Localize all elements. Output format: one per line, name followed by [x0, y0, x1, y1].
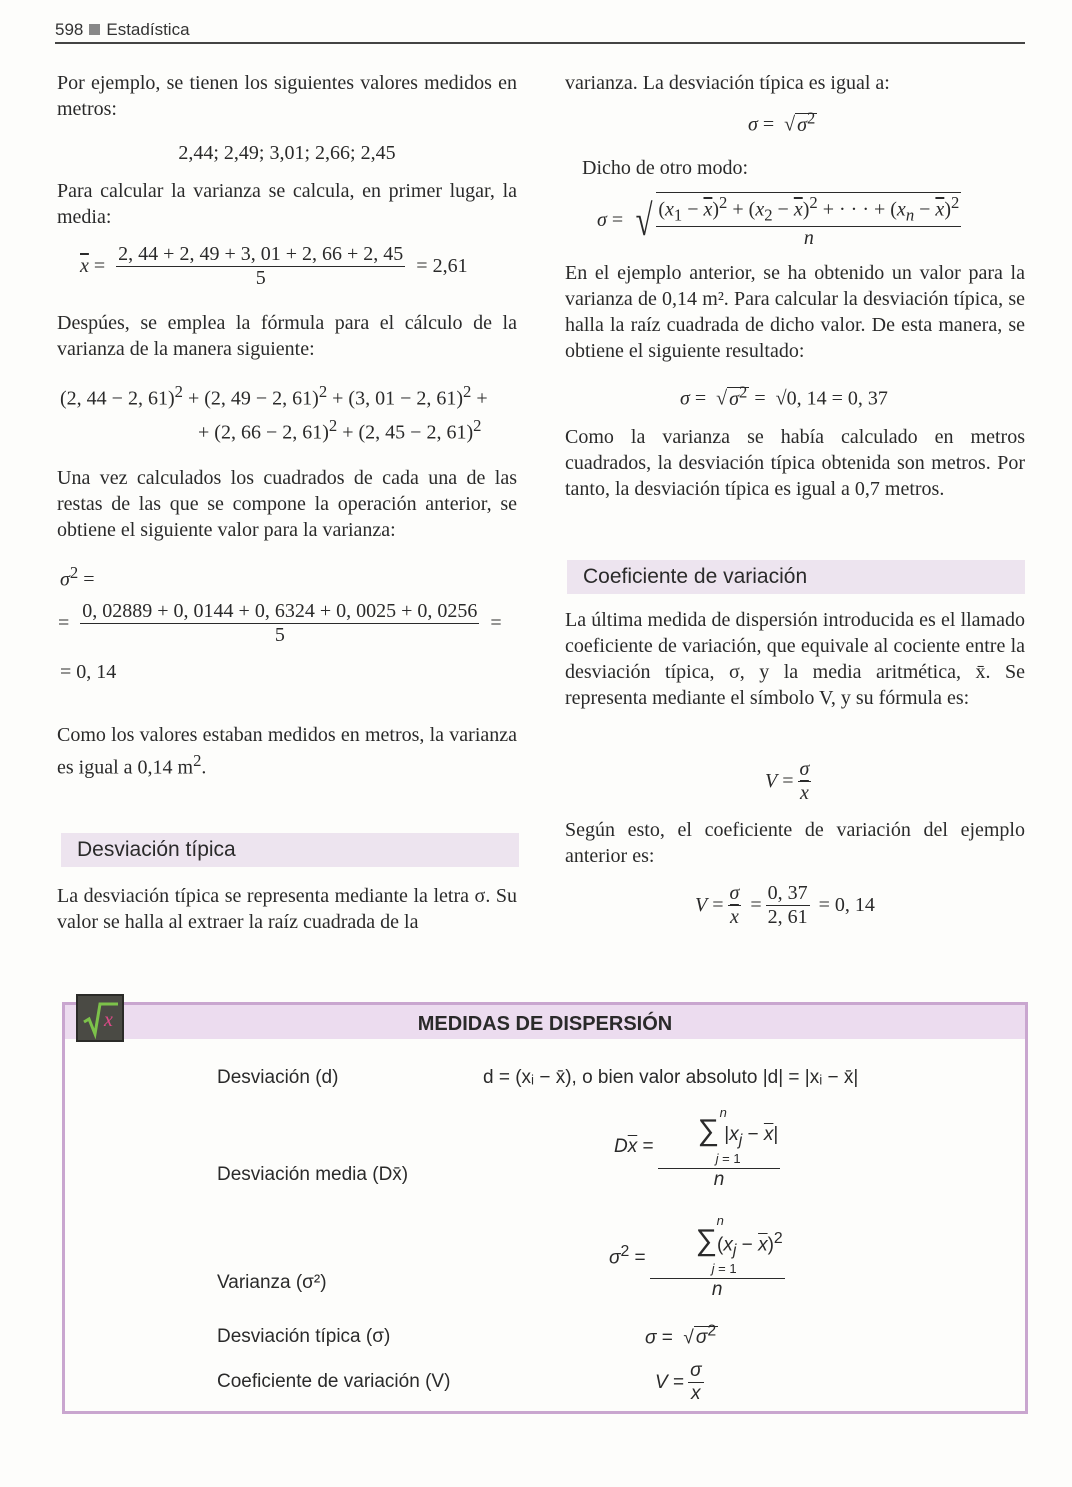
row3-label: Varianza (σ²)	[217, 1272, 327, 1293]
square-icon	[89, 24, 100, 35]
cv-example-formula: V = $\frac{\sigma}{x}$ = $\frac{0, 37}{2, 61}$ = 0, 14	[695, 882, 875, 928]
page-number: 598	[55, 20, 84, 39]
paragraph: La desviación típica se representa mediante la letra σ. Su valor se halla al extraer la raíz cuadrada de la	[57, 885, 517, 933]
paragraph: Según esto, el coeficiente de variación del ejemplo anterior es:	[565, 819, 1025, 867]
header-rule	[55, 42, 1025, 44]
summary-box	[62, 1002, 1028, 1414]
std-formula: σ = √ $\sigma^2$	[748, 108, 816, 136]
paragraph: Como la varianza se había calculado en metros cuadrados, la desviación típica obtenida son metros. Por tanto, la desviación típica es igual a 0,7 metros.	[565, 426, 1025, 500]
section-heading-cv: Coeficiente de variación	[567, 560, 1025, 594]
paragraph: En el ejemplo anterior, se ha obtenido un valor para la varianza de 0,14 m². Para calcular la desviación típica, se halla la raíz cuadrada de dicho valor. De esta manera, se obtiene el siguiente resultado:	[565, 262, 1025, 362]
variance-result: = 0, 14	[60, 661, 117, 683]
std-result: σ = √ $\sigma^2 = √0$, 14 = 0, 37	[680, 382, 888, 410]
std-expanded-formula: σ = √ $\frac{(x_1 - \overline{x})^2 + (x_2 - \overline{x})^2 + \cdot \cdot \cdot + (x_n - \overline{x})^2}{n}$	[597, 193, 960, 249]
row1-formula: d = (xᵢ − x̄), o bien valor absoluto |d| = |xᵢ − x̄|	[483, 1067, 859, 1088]
row1-label: Desviación (d)	[217, 1067, 339, 1088]
row2-label: Desviación media (Dx̄)	[217, 1164, 409, 1185]
row2-formula: $D\overline{x}$ = n ∑ $|x_j - \overline{x}|$ j = 1 n	[614, 1105, 779, 1190]
row4-formula: σ = √ $\sigma^2$	[645, 1323, 717, 1349]
row3-formula: $\sigma^2$ = n $\sum(x_j - \overline{x})^2$ j = 1 n	[609, 1213, 783, 1301]
paragraph: Para calcular la varianza se calcula, en primer lugar, la media:	[57, 180, 517, 228]
cv-formula: V = $\frac{\sigma}{x}$	[765, 758, 810, 804]
squares-line-1: (2, 44 − 2, 61)$^2$ + (2, 49 − 2, 61)$^2$ + (3, 01 − 2, 61)$^2$ +	[60, 382, 488, 410]
paragraph: varianza. La desviación típica es igual a:	[565, 72, 890, 94]
paragraph: Dicho de otro modo:	[582, 157, 749, 179]
variance-denominator: 5	[274, 624, 285, 646]
paragraph: Despúes, se emplea la fórmula para el cálculo de la varianza de la manera siguiente:	[57, 312, 517, 360]
values-list: 2,44; 2,49; 3,01; 2,66; 2,45	[178, 142, 396, 164]
row4-label: Desviación típica (σ)	[217, 1326, 391, 1347]
squares-line-2: + (2, 66 − 2, 61)$^2$ + (2, 45 − 2, 61)$^2$	[198, 416, 482, 444]
svg-text:x: x	[104, 1009, 113, 1031]
variance-numerator: 0, 02889 + 0, 0144 + 0, 6324 + 0, 0025 + 0, 0256	[82, 600, 478, 622]
paragraph: Una vez calculados los cuadrados de cada una de las restas de las que se compone la operación anterior, se obtiene el siguiente valor para la varianza:	[57, 467, 517, 541]
variance-formula: = $\frac{0, 02889 + 0, 0144 + 0, 6324 + 0, 0025 + 0, 0256}{5}$ =	[58, 600, 502, 646]
variance-label: $\sigma^2$ =	[60, 563, 95, 591]
paragraph: La última medida de dispersión introducida es el llamado coeficiente de variación, que equivale al cociente entre la desviación típica, σ, y la media aritmética, x̄. Se representa mediante el símbolo V, y su fórmula es:	[565, 609, 1025, 709]
row5-label: Coeficiente de variación (V)	[217, 1371, 451, 1392]
mean-numerator: 2, 44 + 2, 49 + 3, 01 + 2, 66 + 2, 45	[118, 243, 404, 265]
square-root-icon	[76, 994, 124, 1042]
mean-denominator: 5	[255, 267, 266, 289]
section-heading-std: Desviación típica	[61, 833, 519, 867]
mean-formula: $\overline{x}$ = $\frac{2, 44 + 2, 49 + 3, 01 + 2, 66 + 2, 45}{5}$ = 2,61	[80, 243, 468, 289]
paragraph: Por ejemplo, se tienen los siguientes valores medidos en metros:	[57, 72, 517, 120]
summary-box-title: MEDIDAS DE DISPERSIÓN	[65, 1005, 1025, 1039]
page-header	[55, 20, 190, 40]
mean-result: = 2,61	[416, 255, 468, 277]
row5-formula: V = $\frac{\sigma}{x}$	[655, 1360, 702, 1404]
paragraph: Como los valores estaban medidos en metros, la varianza es igual a 0,14 $m^2$.	[57, 724, 517, 779]
section-title: Estadística	[106, 20, 190, 39]
